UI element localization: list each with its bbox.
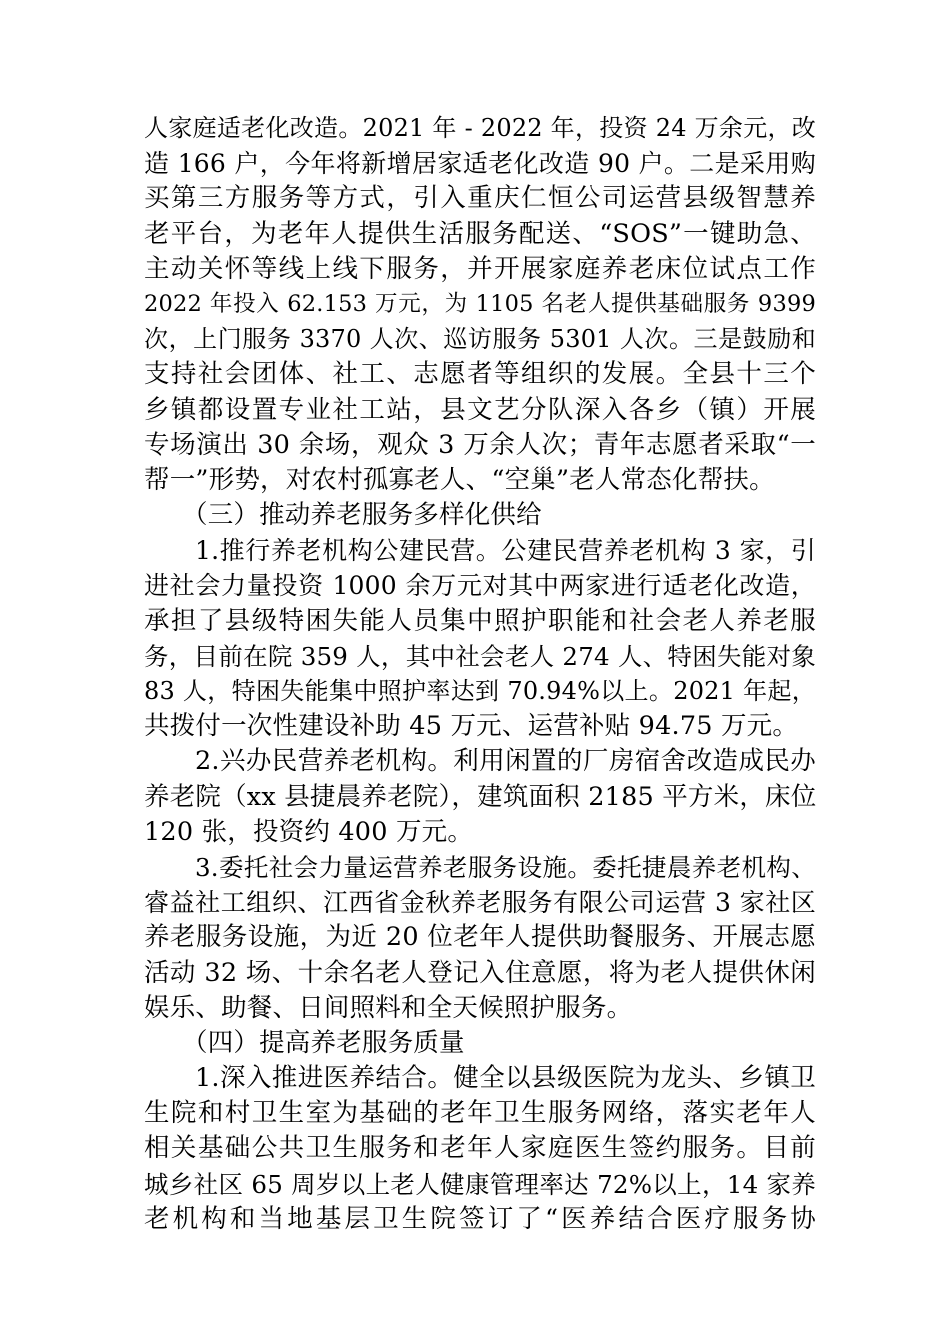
section-heading: （三）推动养老服务多样化供给 <box>182 500 542 531</box>
paragraph-line: 活动 32 场、十余名老人登记入住意愿，将为老人提供休闲 <box>144 957 816 988</box>
paragraph-line: 养老院（xx 县捷晨养老院），建筑面积 2185 平方米，床位 <box>144 781 817 812</box>
paragraph-line: 娱乐、助餐、日间照料和全天候照护服务。 <box>144 992 633 1023</box>
paragraph-line: 老平台，为老年人提供生活服务配送、“SOS”一键助急、 <box>144 218 816 249</box>
paragraph-line: 务，目前在院 359 人，其中社会老人 274 人、特困失能对象 <box>144 641 816 671</box>
paragraph-line: 造 166 户，今年将新增居家适老化改造 90 户。二是采用购 <box>144 149 816 179</box>
paragraph-line: 承担了县级特困失能人员集中照护职能和社会老人养老服 <box>144 605 816 636</box>
section-heading: （四）提高养老服务质量 <box>182 1027 465 1058</box>
paragraph-line: 人家庭适老化改造。2021 年 - 2022 年，投资 24 万余元，改 <box>144 114 816 142</box>
paragraph-line: 2022 年投入 62.153 万元，为 1105 名老人提供基础服务 9399 <box>144 290 816 317</box>
paragraph-line: 相关基础公共卫生服务和老年人家庭医生签约服务。目前 <box>144 1133 816 1164</box>
paragraph-line: 生院和村卫生室为基础的老年卫生服务网络，落实老年人 <box>144 1098 816 1129</box>
paragraph-line: 共拨付一次性建设补助 45 万元、运营补贴 94.75 万元。 <box>144 711 799 742</box>
paragraph-line: 城乡社区 65 周岁以上老人健康管理率达 72%以上，14 家养 <box>144 1169 816 1199</box>
paragraph-line: 老机构和当地基层卫生院签订了“医养结合医疗服务协 <box>144 1203 816 1234</box>
paragraph-line: 养老服务设施，为近 20 位老年人提供助餐服务、开展志愿 <box>144 922 816 953</box>
document-body <box>144 111 816 1237</box>
paragraph-line: 睿益社工组织、江西省金秋养老服务有限公司运营 3 家社区 <box>144 888 816 918</box>
paragraph-line: 支持社会团体、社工、志愿者等组织的发展。全县十三个 <box>144 359 816 390</box>
paragraph-line: 1.推行养老机构公建民营。公建民营养老机构 3 家，引 <box>195 536 816 566</box>
paragraph-line: 乡镇都设置专业社工站，县文艺分队深入各乡（镇）开展 <box>144 394 816 425</box>
paragraph-line: 2.兴办民营养老机构。利用闲置的厂房宿舍改造成民办 <box>195 746 816 777</box>
paragraph-line: 买第三方服务等方式，引入重庆仁恒公司运营县级智慧养 <box>144 183 816 214</box>
paragraph-line: 次，上门服务 3370 人次、巡访服务 5301 人次。三是鼓励和 <box>144 325 816 354</box>
paragraph-line: 3.委托社会力量运营养老服务设施。委托捷晨养老机构、 <box>195 852 816 882</box>
paragraph-line: 进社会力量投资 1000 余万元对其中两家进行适老化改造， <box>144 571 816 601</box>
paragraph-line: 83 人，特困失能集中照护率达到 70.94%以上。2021 年起， <box>144 677 816 705</box>
paragraph-line: 帮一”形势，对农村孤寡老人、“空巢”老人常态化帮扶。 <box>144 464 775 495</box>
paragraph-line: 主动关怀等线上线下服务，并开展家庭养老床位试点工作 <box>144 253 816 284</box>
paragraph-line: 专场演出 30 余场，观众 3 万余人次；青年志愿者采取“一 <box>144 429 816 460</box>
paragraph-line: 120 张，投资约 400 万元。 <box>144 816 474 847</box>
paragraph-line: 1.深入推进医养结合。健全以县级医院为龙头、乡镇卫 <box>195 1063 816 1094</box>
